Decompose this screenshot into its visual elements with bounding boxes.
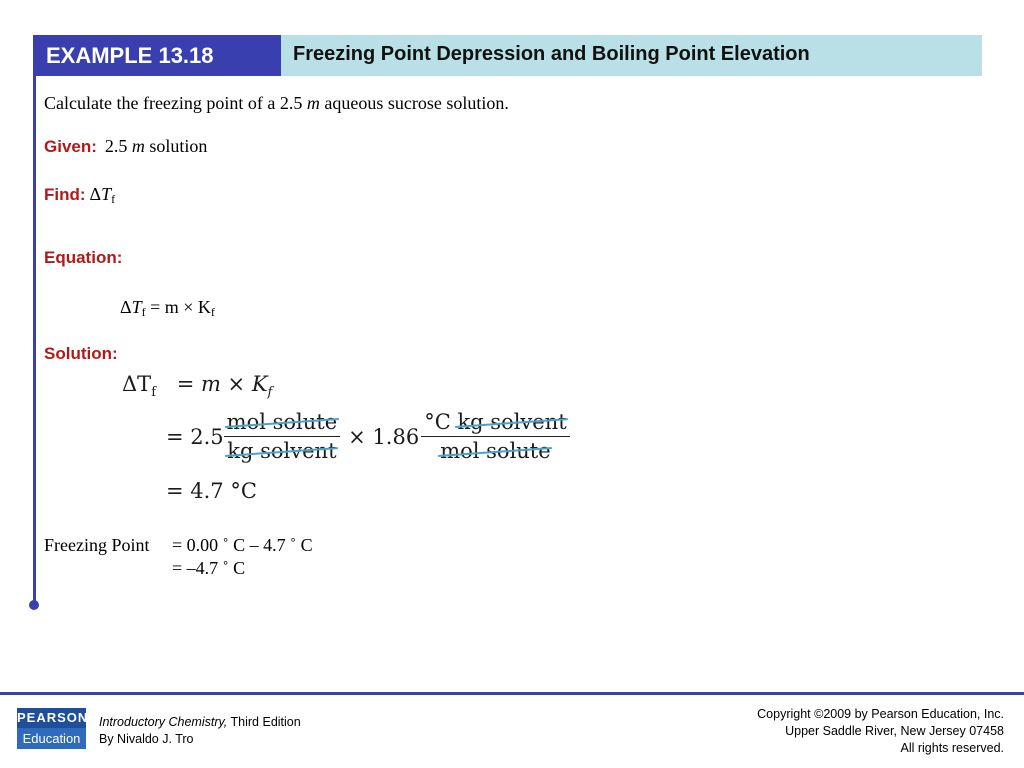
fraction-kf-units <box>421 410 570 463</box>
find-label: Find: <box>44 185 86 204</box>
equation-label: Equation: <box>44 248 123 267</box>
molality-symbol: m <box>306 93 320 113</box>
given-label: Given: <box>44 137 97 156</box>
frac2-unit: °C <box>424 410 451 434</box>
copyright-line-1: Copyright ©2009 by Pearson Education, Inc. <box>757 707 1004 721</box>
problem-statement <box>44 93 509 114</box>
book-title-line <box>99 714 301 731</box>
copyright-line-2: Upper Saddle River, New Jersey 07458 <box>785 724 1004 738</box>
problem-text-start: Calculate the freezing point of a 2.5 <box>44 93 307 113</box>
frac1-denominator: kg solvent <box>227 439 337 463</box>
eq-T: T <box>131 297 142 317</box>
given-row <box>44 136 207 157</box>
given-value <box>105 136 208 156</box>
find-row <box>44 184 115 207</box>
freezing-point-label: Freezing Point <box>44 535 150 555</box>
left-vertical-rule <box>33 35 36 605</box>
book-author: By Nivaldo J. Tro <box>99 732 194 746</box>
sol-prefix: = 2.5 <box>166 424 224 449</box>
copyright-line-3: All rights reserved. <box>900 741 1004 755</box>
freezing-point-line-2: = –4.7 ˚ C <box>172 558 246 578</box>
sol-times-constant: × 1.86 <box>348 424 420 449</box>
sol-rhs-subscript: f <box>267 385 273 401</box>
frac2-denominator: mol solute <box>440 439 551 463</box>
find-subscript: f <box>111 192 116 206</box>
given-rest: solution <box>144 136 208 156</box>
pearson-logo <box>17 708 89 749</box>
frac2-numerator: kg solvent <box>457 410 567 434</box>
solution-line-2 <box>166 410 570 463</box>
copyright-notice <box>757 706 1004 757</box>
freezing-point-line-1: = 0.00 ˚ C – 4.7 ˚ C <box>172 535 313 555</box>
sol-rhs: = m × K <box>176 372 268 396</box>
solution-line-3: = 4.7 °C <box>166 479 257 503</box>
sol-lhs: ΔT <box>122 372 152 396</box>
rule-end-dot <box>29 600 39 610</box>
logo-top-text: PEARSON <box>17 708 86 728</box>
slide-title: Freezing Point Depression and Boiling Point Elevation <box>281 35 982 76</box>
logo-bottom-text: Education <box>17 728 86 749</box>
eq-lhs-subscript: f <box>141 305 146 319</box>
given-number: 2.5 <box>104 136 132 156</box>
equation-formula <box>120 297 215 320</box>
problem-text-end: aqueous sucrose solution. <box>319 93 509 113</box>
frac1-numerator: mol solute <box>226 410 338 434</box>
given-unit: m <box>131 136 145 156</box>
footer-divider <box>0 692 1024 695</box>
find-delta: Δ <box>89 184 102 204</box>
book-title: Introductory Chemistry, <box>99 715 228 729</box>
book-edition: Third Edition <box>227 715 301 729</box>
eq-delta: Δ <box>120 297 132 317</box>
find-value <box>90 184 116 204</box>
sol-lhs-subscript: f <box>151 385 156 401</box>
eq-rhs-subscript: f <box>210 305 215 319</box>
book-info <box>99 714 301 748</box>
find-T: T <box>101 184 112 204</box>
fraction-mol-per-kg <box>224 410 340 463</box>
example-number-badge: EXAMPLE 13.18 <box>36 35 281 76</box>
solution-line-1 <box>122 372 272 400</box>
solution-label: Solution: <box>44 344 118 363</box>
eq-rhs: = m × K <box>145 297 211 317</box>
